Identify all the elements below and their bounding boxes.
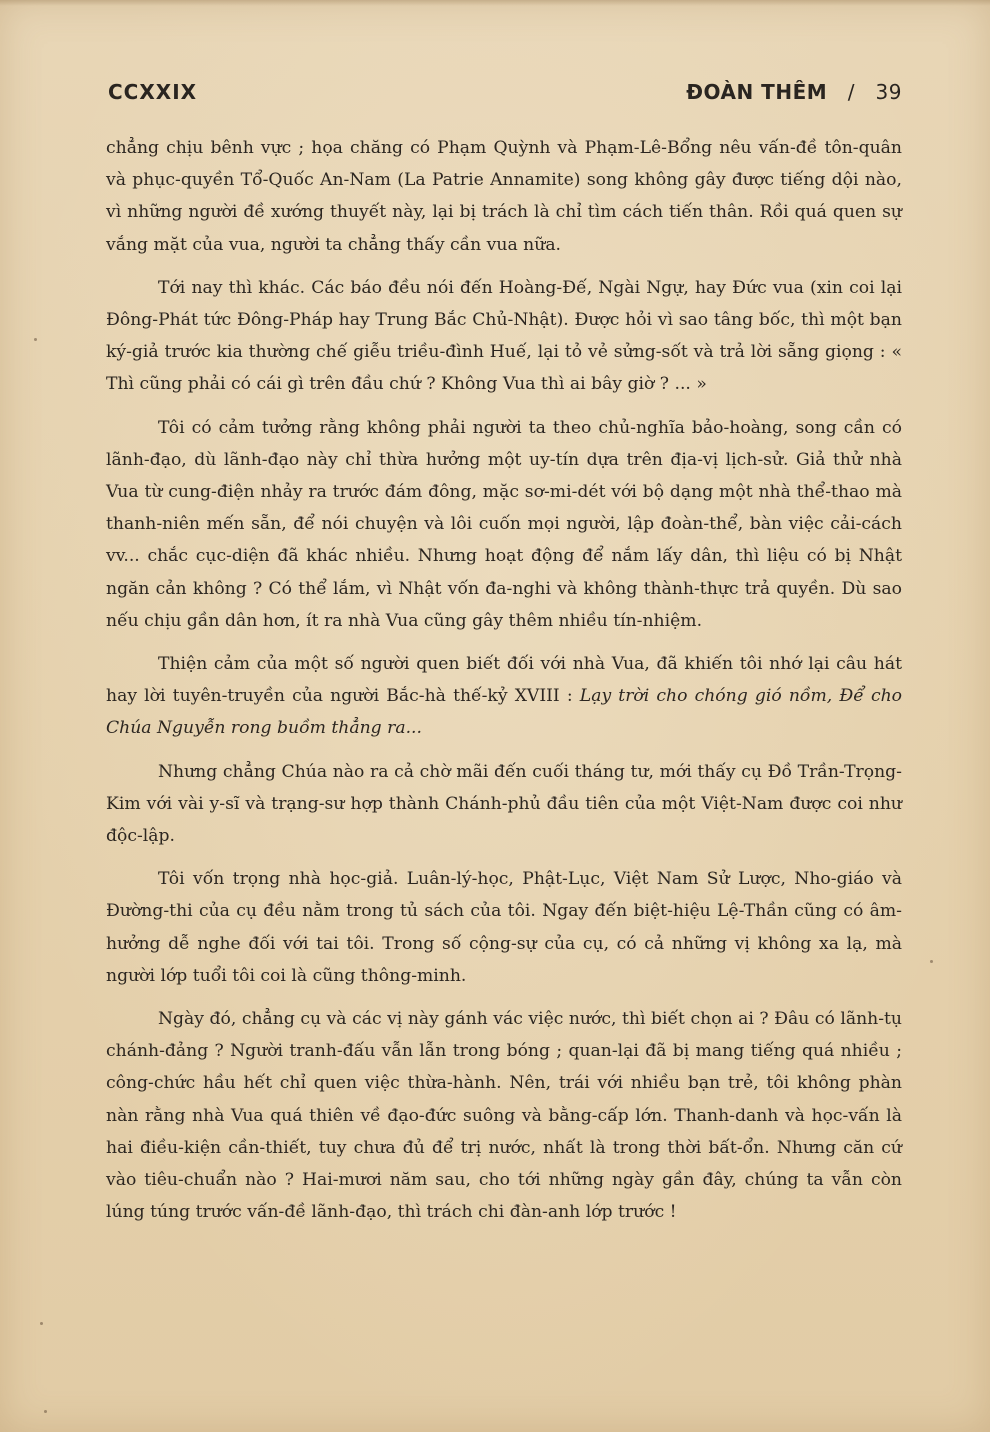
paragraph-2: Tới nay thì khác. Các báo đều nói đến Hoàng-Đế, Ngài Ngự, hay Đức vua (xin coi lại Đông-Phát tức Đông-Pháp hay Trung Bắc Chủ-Nhật). Được hỏi vì sao tâng bốc, thì một bạn ký-giả trước kia thường chế giễu triều-đình Huế, lại tỏ vẻ sửng-sốt và trả lời sẵng giọng : « Thì cũng phải có cái gì trên đầu chứ ? Không Vua thì ai bây giờ ? ... » [106,277,902,395]
folk-verse-quote: Lạy trời cho chóng gió nồm, Để cho Chúa Nguyễn rong buồm thẳng ra... [106,686,902,739]
author-name: ĐOÀN THÊM [686,80,828,104]
section-number: CCXXIX [108,80,198,104]
paragraph-3: Tôi có cảm tưởng rằng không phải người ta theo chủ-nghĩa bảo-hoàng, song cần có lãnh-đạo, dù lãnh-đạo này chỉ thừa hưởng một uy-tín dựa trên địa-vị lịch-sử. Giả thử nhà Vua từ cung-điện nhảy ra trước đám đông, mặc sơ-mi-dét với bộ dạng một nhà thể-thao mà thanh-niên mến sẵn, để nói chuyện và lôi cuốn mọi người, lập đoàn-thể, bàn việc cải-cách vv... chắc cục-diện đã khác nhiều. Nhưng hoạt động để nắm lấy dân, thì liệu có bị Nhật ngăn cản không ? Có thể lắm, vì Nhật vốn đa-nghi và không thành-thực trả quyền. Dù sao nếu chịu gần dân hơn, ít ra nhà Vua cũng gây thêm nhiều tín-nhiệm. [106,417,902,631]
paper-speck [44,1410,47,1413]
paragraph-4-text: Thiện cảm của một số người quen biết đối với nhà Vua, đã khiến tôi nhớ lại câu hát hay lời tuyên-truyền của người Bắc-hà thế-kỷ XVIII : [106,654,902,707]
page-number: 39 [875,80,902,104]
paragraph-5: Nhưng chẳng Chúa nào ra cả chờ mãi đến cuối tháng tư, mới thấy cụ Đồ Trần-Trọng-Kim với vài y-sĩ và trạng-sư hợp thành Chánh-phủ đầu tiên của một Việt-Nam được coi như độc-lập. [106,761,902,847]
header-separator: / [847,80,855,104]
paragraph-6: Tôi vốn trọng nhà học-giả. Luân-lý-học, Phật-Lục, Việt Nam Sử Lược, Nho-giáo và Đường-thi của cụ đều nằm trong tủ sách của tôi. Ngay đến biệt-hiệu Lệ-Thần cũng có âm-hưởng dễ nghe đối với tai tôi. Trong số cộng-sự của cụ, có cả những vị không xa lạ, mà người lớp tuổi tôi coi là cũng thông-minh. [106,869,902,986]
paragraph-1: chẳng chịu bênh vực ; họa chăng có Phạm Quỳnh và Phạm-Lê-Bổng nêu vấn-đề tôn-quân và phục-quyền Tổ-Quốc An-Nam (La Patrie Annamite) song không gây được tiếng dội nào, vì những người đề xướng thuyết này, lại bị trách là chỉ tìm cách tiến thân. Rồi quá quen sự vắng mặt của vua, người ta chẳng thấy cần vua nữa. [106,138,902,255]
paragraph-7: Ngày đó, chẳng cụ và các vị này gánh vác việc nước, thì biết chọn ai ? Đâu có lãnh-tụ chánh-đảng ? Người tranh-đấu vẫn lẫn trong bóng ; quan-lại đã bị mang tiếng quá nhiều ; công-chức hầu hết chỉ quen việc thừa-hành. Nên, trái với nhiều bạn trẻ, tôi không phàn nàn rằng nhà Vua quá thiên về đạo-đức suông và bằng-cấp lớn. Thanh-danh và học-vấn là hai điều-kiện cần-thiết, tuy chưa đủ để trị nước, nhất là trong thời bất-ổn. Nhưng căn cứ vào tiêu-chuẩn nào ? Hai-mươi năm sau, cho tới những ngày gần đây, chúng ta vẫn còn lúng túng trước vấn-đề lãnh-đạo, thì trách chi đàn-anh lớp trước ! [106,1009,902,1223]
body-text [106,132,902,1240]
page-top-fold [0,0,990,6]
paper-speck [34,338,37,341]
author-page-label [686,80,902,104]
running-header [108,80,902,110]
paragraph-4 [106,648,902,745]
paper-speck [40,1322,43,1325]
paper-speck [930,960,933,963]
